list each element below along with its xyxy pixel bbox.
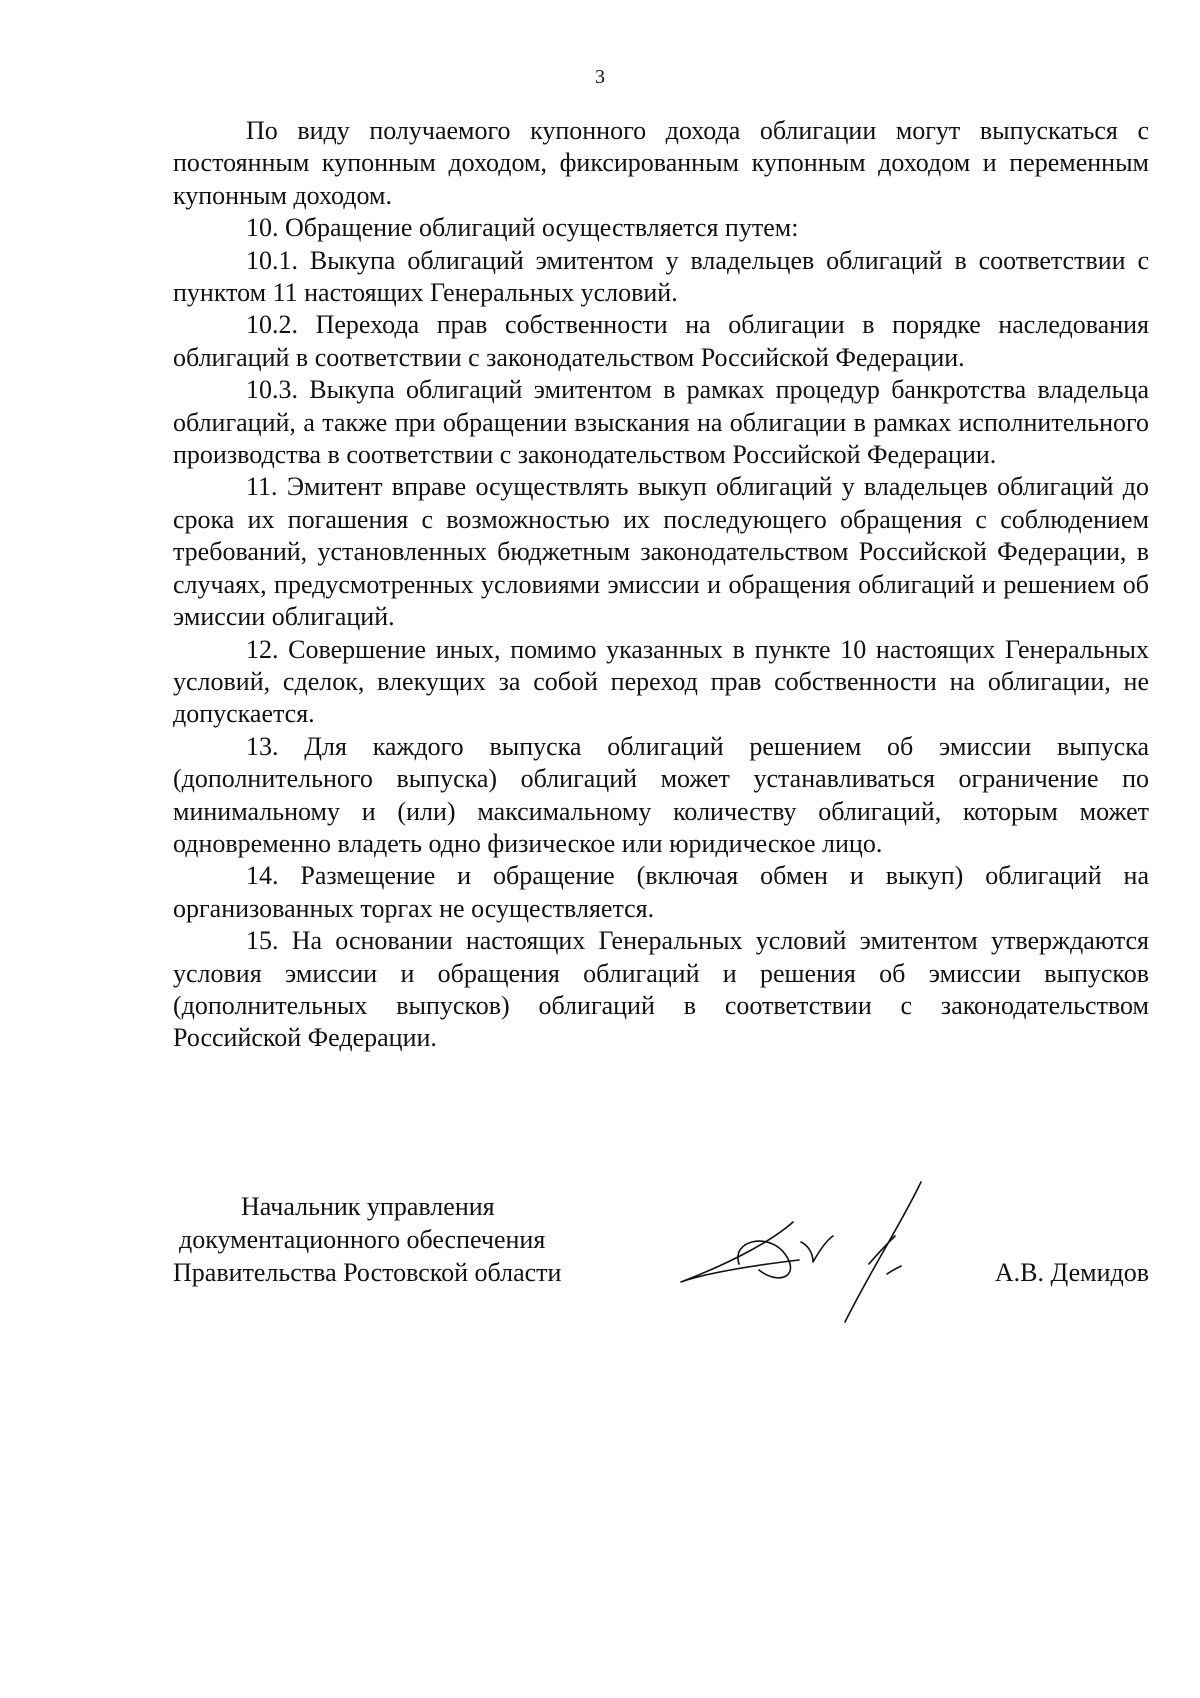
paragraph-12: 12. Совершение иных, помимо указанных в пункте 10 настоящих Генеральных условий, сделок, влекущих за собой переход прав собственности на облигации, не допускается. <box>173 634 1149 729</box>
paragraph-13: 13. Для каждого выпуска облигаций решением об эмиссии выпуска (дополнительного выпуска) облигаций может устанавливаться ограничение по минимальному и (или) максимальному количеству облигаций, которым может одновременно владеть одно физическое или юридическое лицо. <box>173 731 1149 858</box>
paragraph-10-1: 10.1. Выкупа облигаций эмитентом у владельцев облигаций в соответствии с пунктом 11 настоящих Генеральных условий. <box>173 245 1149 308</box>
paragraph-14: 14. Размещение и обращение (включая обмен и выкуп) облигаций на организованных торгах не осуществляется. <box>173 861 1149 923</box>
page-number: 3 <box>595 66 605 88</box>
signatory-title <box>173 1190 561 1289</box>
paragraph-10-3: 10.3. Выкупа облигаций эмитентом в рамках процедур банкротства владельца облигаций, а также при обращении взыскания на облигации в рамках исполнительного производства в соответствии с законодательством Российской Федерации. <box>173 375 1149 470</box>
paragraph-15: 15. На основании настоящих Генеральных условий эмитентом утверждаются условия эмиссии и обращения облигаций и решения об эмиссии выпусков (дополнительных выпусков) облигаций в соответствии с законодательством Российской Федерации. <box>173 926 1149 1053</box>
paragraph-coupon-types: По виду получаемого купонного дохода облигации могут выпускаться с постоянным купонным доходом, фиксированным купонным доходом и переменным купонным доходом. <box>173 116 1149 210</box>
signatory-title-line: Правительства Ростовской области <box>173 1258 562 1287</box>
paragraph-10: 10. Обращение облигаций осуществляется путем: <box>246 213 799 243</box>
signatory-title-line: Начальник управления <box>241 1192 495 1221</box>
document-body <box>173 115 1149 1055</box>
paragraph-10-2: 10.2. Перехода прав собственности на облигации в порядке наследования облигаций в соответствии с законодательством Российской Федерации. <box>173 310 1149 372</box>
handwritten-signature <box>673 1180 963 1340</box>
signature-block <box>173 1190 1149 1350</box>
signer-name: А.В. Демидов <box>994 1258 1149 1287</box>
signatory-title-line: документационного обеспечения <box>179 1225 546 1254</box>
paragraph-11: 11. Эмитент вправе осуществлять выкуп облигаций у владельцев облигаций до срока их погашения с возможностью их последующего обращения с соблюдением требований, установленных бюджетным законодательством Российской Федерации, в случаях, предусмотренных условиями эмиссии и обращения облигаций и решением об эмиссии облигаций. <box>173 472 1149 632</box>
